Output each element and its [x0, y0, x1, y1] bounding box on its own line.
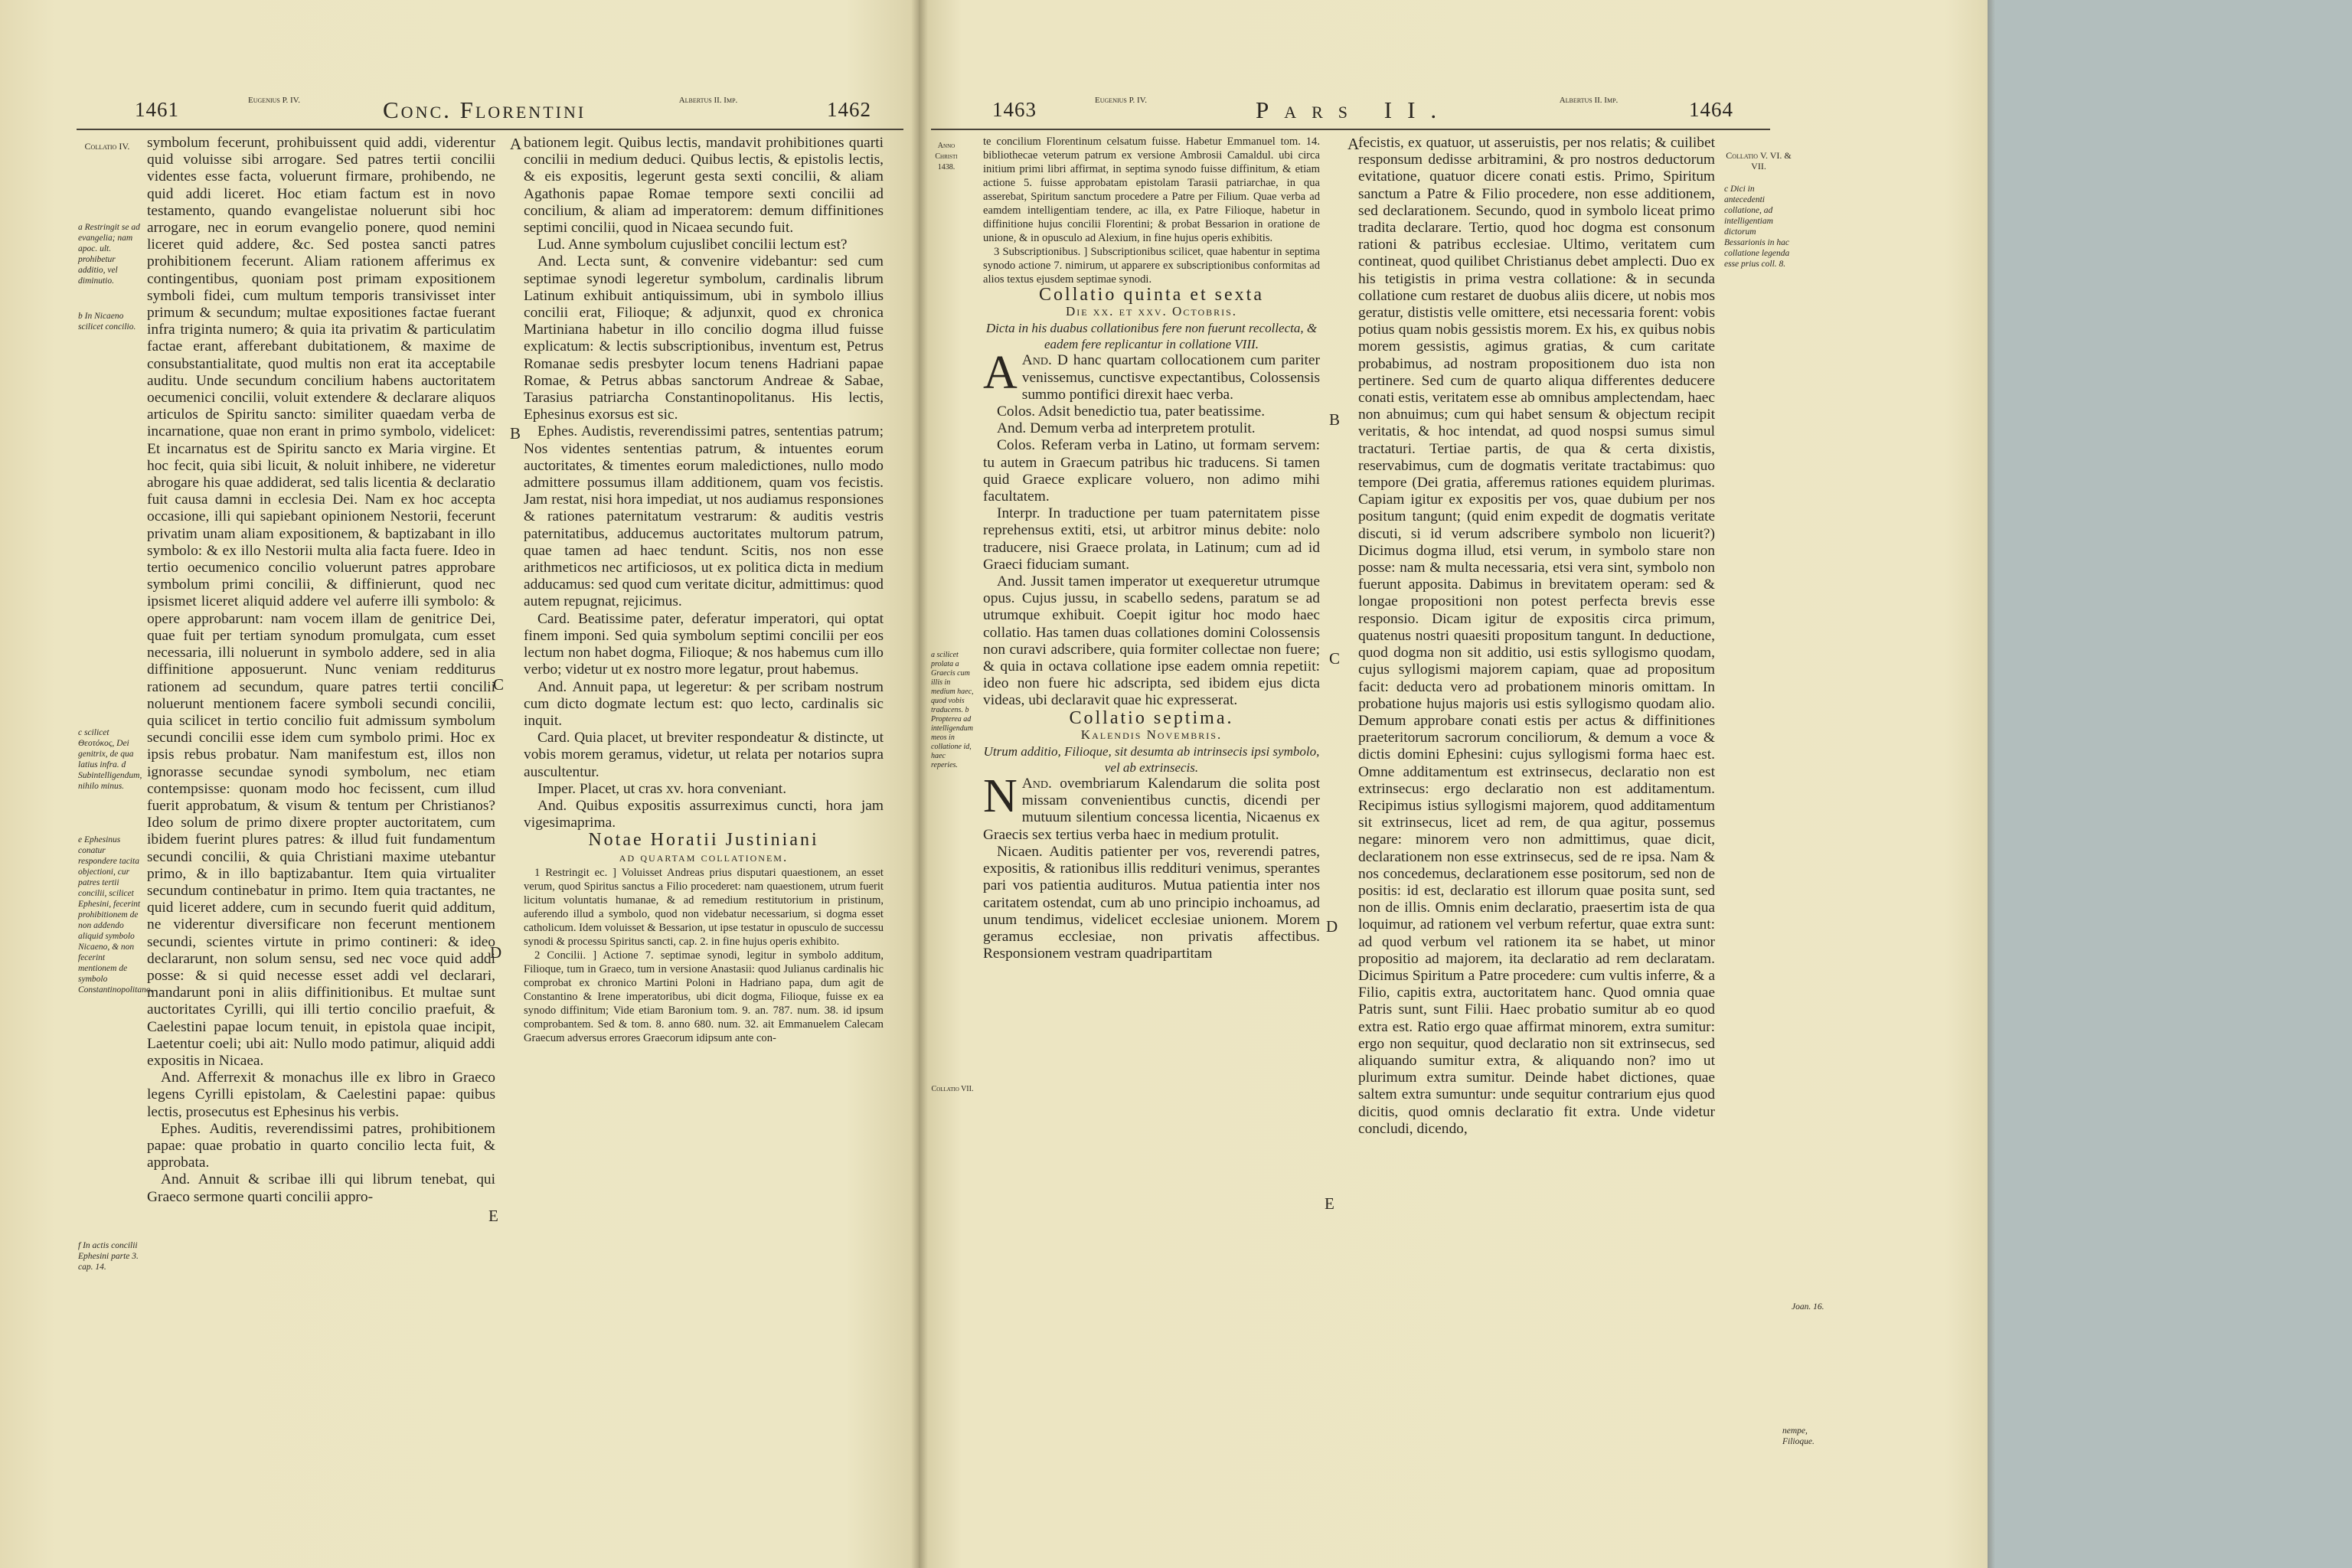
notes-subtitle: ad quartam collationem.: [619, 849, 789, 864]
header-emperor: Albertus II. Imp.: [1559, 96, 1619, 105]
paragraph-and: And. Afferrexit & monachus ille ex libro in Graeco legens Cyrilli epistolam, & Caelestini papae: quibus lectis, prosecutus est Ephesinus his verbis.: [147, 1070, 495, 1120]
section-letter-e: E: [488, 1207, 498, 1225]
right-page: [919, 0, 1988, 1568]
header-pope: Eugenius P. IV.: [248, 96, 300, 105]
paragraph-and: And. A D hanc quartam collocationem cum pariter venissemus, cunctisve expectantibus, Colossensis summo pontifici direxit haec verba.: [983, 347, 1320, 403]
margin-note: e Ephesinus conatur respondere tacita objectioni, cur patres tertii concilii, scilicet Ephesini, fecerint prohibitionem de non addendo aliquid symbolo Nicaeno, & non fecerint mentionem de symbolo Constantinopolitano.: [78, 835, 153, 995]
margin-heading-collatio-v-vi-vii: Collatio V. VI. & VII.: [1726, 150, 1792, 172]
paragraph-card: Card. Beatissime pater, deferatur imperatori, qui optat finem imponi. Sed quia symbolum septimi concilii per eos lectum non habet dogma, Filioque; & nos habemus cum illo verbo; videtur ut ex nostro more legatur, prout habemus.: [524, 610, 884, 678]
margin-heading-collatio-iv: Collatio IV.: [84, 141, 130, 152]
paragraph-card-2: Card. Quia placet, ut breviter respondeatur & distincte, ut vobis morem geramus, videtur, ut relata per notarios supra auscultentur.: [524, 730, 884, 780]
margin-note: a Restringit se ad evangelia; nam apoc. ult. prohibetur additio, vel diminutio.: [78, 223, 140, 286]
right-column-1: [983, 135, 1320, 962]
section-italic-2: Utrum additio, Filioque, sit desumta ab intrinsecis ipsi symbolo, vel ab extrinsecis.: [983, 744, 1320, 776]
margin-note: f In actis concilii Ephesini parte 3. cap. 14.: [78, 1241, 139, 1272]
notes-block: [524, 866, 884, 1045]
paragraph-imper: Imper. Placet, ut cras xv. hora conveniant.: [537, 780, 787, 797]
header-rule: [77, 129, 903, 130]
notes-continued: [983, 135, 1320, 286]
page-number-1464: 1464: [1689, 98, 1733, 121]
section-date-2: Kalendis Novembris.: [1080, 727, 1223, 742]
section-letter-b: B: [1329, 410, 1341, 429]
drop-cap-a: A: [983, 347, 1018, 400]
page-number-1462: 1462: [827, 98, 871, 121]
header-emperor: Albertus II. Imp.: [678, 96, 738, 105]
paragraph-and-3: And. Jussit tamen imperator ut exequeretur utrumque opus. Cujus jussu, in scabello sedens, paratum se ad utrumque exhibuit. Coepit igitur hoc modo haec collatio. Has tamen duas collationes domini Colossensis non curavi adscribere, quia formiter collectae non fuere; & quia in octava collatione ipse eadem omnia repetiit: ideo non fuere hic adscripta, sed ibidem ejus dicta videas, ubi declaravit quae hic expresserat.: [983, 573, 1320, 709]
left-column-2: [524, 135, 884, 1045]
header-rule: [931, 129, 1770, 130]
paragraph-interpr: Interpr. In traductione per tuam paternitatem pisse reprehensus extiti, etsi, ut arbitror minus debite: nolo traducere, nisi Graece prolata, in Latinum; cum ad id Graeci fiduciam sumant.: [983, 505, 1320, 573]
page-number-1461: 1461: [135, 98, 179, 121]
margin-heading-collatio-vii: Collatio VII.: [931, 1085, 974, 1093]
drop-cap-n: N: [983, 770, 1018, 823]
margin-note-nempe: nempe, Filioque.: [1782, 1426, 1815, 1446]
note-3: 3 Subscriptionibus. ] Subscriptionibus scilicet, quae habentur in septima synodo actione 7. nimirum, ut apparere ex subscriptionibus conformitas ad alios textus ejusdem septimae synodi.: [983, 246, 1320, 286]
margin-note: c scilicet Θεοτόκος, Dei genitrix, de qua latius infra. d Subintelligendum, nihilo minus.: [78, 728, 142, 791]
paragraph-colos: Colos. Adsit benedictio tua, pater beatissime.: [997, 403, 1266, 420]
paragraph-and-2: And. Annuit & scribae illi qui librum tenebat, qui Graeco sermone quarti concilii appro-: [147, 1171, 495, 1205]
left-page-header: [0, 92, 919, 130]
section-letter-c: C: [493, 675, 505, 694]
paragraph: fecistis, ex quatuor, ut asseruistis, per nos relatis; & cuilibet responsum dedisse arbitramini, & pro nostros deductorum evitatione, quatuor dicere conati estis. Primo, Spiritum sanctum a Patre & Filio procedere, non esse additionem, sed declarationem. Secundo, quod in symbolo liceat primo tradita declarare. Tertio, quod hoc dogma est consonum rationi & patribus ecclesiae. Ultimo, veritatem cum contineat, quod quilibet Christianus debet amplecti. Duo ex his tetigistis in prima vestra collatione: & in secunda collatione cum restaret de duobus aliis dicere, ut nobis mos geratur, dististis velle omittere, etsi necessaria forent: vobis potius quam nobis gessistis morem. Ex his, ex quibus nobis morem gessistis, agimus gratias, & cum caritate probabimus, ad nostram propositionem duo ista non pertinere. Sed cum de quarto aliqua differentes deducere conati estis, veritatem esse ab omnibus amplectendam, haec non abnuimus; cum qui habet sensum & objectum recipit veritatis, & hoc intendat, ad quod nospsi sumus simul tractaturi. Tertiae partis, de qua & certa dixistis, reservabimus, cum de dogmatis veritate tractabimus: quo tempore (Dei gratia, afferemus rationes equidem plurimas. Capiam igitur ex expositis per vos, quae dubium per nos positum tangunt; (quid enim expedit de dogmatis veritate discuti, si id verum adscribere symbolo non licuerit?) Dicimus dogma illud, etsi verum, in symbolo stare non posse: nam & multa necessaria, etsi vera sint, symbolo non fuerunt apposita. Dabimus in brevitatem operam: sed & longae propositioni non potest perfecta brevis esse responsio. Dicam igitur de expositis circa primum, quatenus nostri quaesiti propositum tangunt. In deductione, quod dogma non sit additio, usi estis syllogismo quodam, cujus syllogismi majorem capiam, quae ad propositum facit: deducta vero ad probationem minoris omittam. In probatione hujus majoris usi estis syllogismo quodam alio. Demum approbare conati estis per actus & diffinitiones praeteritorum sacrorum conciliorum, & demum a voce & dictis domini Ephesini: cujus syllogismi forma haec est. Omne additamentum est extrinsecus, declaratio non est extrinsecus: ergo declaratio non est additamentum. Recipimus istius syllogismi majorem, quod additamentum sit extrinsecus, licet ad rem, de qua agitur, possemus negare: minorem vero non admittimus, quae dicit, declarationem non esse extrinsecus, sed de re ipsa. Nam & nos concedemus, declarationem esse positorum, sed non de positis: id est, declaratio est illorum quae posita sunt, sed non de illis. Omnis enim declaratio, praesertim ista de qua loquimur, ad rationem vel verbum refertur, quae extra sunt: ad quod verbum vel rationem ita se habet, ut minor propositio ad majorem, ita declaratio ad rem declaratam. Dicimus Spiritum a Patre procedere: cum vultis inferre, & a Filio, capitis extra, auctoritatem hanc. Quod omnia quae Patris sunt, sunt Filii. Haec probatio sumitur ab eo quod extra est. Ratio ergo quae affirmat minorem, extra sumitur: ergo non sequitur, quod declaratio non sit extrinsecus, sed aliquando sumitur extra, & aliquando non? imo ut plurimum extra sumitur. Deinde habet dictiones, quae saltem extra sumuntur: unde sequitur contrarium ejus quod dicitis, quod omnis declaratio fit extra. Unde videtur concludi, dicendo,: [1358, 135, 1715, 1137]
paragraph-lud: Lud. Anne symbolum cujuslibet concilii lectum est?: [537, 237, 848, 253]
notes-title: Notae Horatii Justiniani: [588, 830, 819, 851]
paragraph-colos-2: Colos. Referam verba in Latino, ut formam servem: tu autem in Graecum patribus hic traducens. Si tamen quid Graece explicare voluero, non adimo mihi facultatem.: [983, 437, 1320, 505]
margin-note: a scilicet prolata a Graecis cum illis in medium haec, quod vobis traducens. b Propterea ad intelligendum meos in collatione id, haec reperies.: [931, 651, 974, 769]
section-letter-d: D: [1326, 917, 1338, 936]
left-column-1: [147, 135, 495, 1206]
page-number-1463: 1463: [992, 98, 1037, 121]
book-spine-shadow: [911, 0, 928, 1568]
note-continued: te concilium Florentinum celsatum fuisse. Habetur Emmanuel tom. 14. bibliothecae veterum patrum ex versione Ambrosii Camaldul. ubi circa initium primi libri affirmat, in septima synodo fuisse diffinitum, & etiam actione 5. fuisse approbatam epistolam Tarasii patriarchae, in qua asserebat, Spiritum sanctum procedere a Patre per Filium. Quae verba ad eamdem intelligentiam tendere, ac illa, ex Patre Filioque, habetur in diffinitione hujus concilii Florentini; & probat Bessarion in oratione de unione, & in opusculo ad Alexium, in fine hujus operis exhibitis.: [983, 136, 1320, 244]
section-title-collatio-septima: Collatio septima.: [1069, 707, 1234, 728]
right-column-2: [1358, 135, 1715, 1138]
running-title: Conc. Florentini: [383, 96, 586, 123]
section-title-collatio-quinta: Collatio quinta et sexta: [1039, 285, 1264, 305]
paragraph-and-3: And. Quibus expositis assurreximus cuncti, hora jam vigesimaprima.: [524, 797, 884, 831]
page-edge-shadow: [1988, 0, 1995, 1568]
margin-note: c Dici in antecedenti collatione, ad intelligentiam dictorum Bessarionis in hac collatione legenda esse prius coll. 8.: [1724, 185, 1790, 269]
margin-note-joan: Joan. 16.: [1792, 1302, 1824, 1312]
section-letter-e: E: [1325, 1194, 1334, 1213]
running-title: Pars II.: [1256, 96, 1452, 123]
section-letter-a: A: [510, 135, 522, 153]
margin-anno: Anno Christi 1438.: [935, 142, 958, 172]
margin-note: b In Nicaeno scilicet concilio.: [78, 312, 136, 332]
paragraph-and-4: And. N ovembriarum Kalendarum die solita post missam convenientibus cunctis, dicendi per mutuum silentium concessa licentia, Nicaenus ex Graecis sex tertius verba haec in medium protulit.: [983, 770, 1320, 843]
section-letter-c: C: [1329, 649, 1341, 668]
left-page: [0, 0, 919, 1568]
paragraph: bationem legit. Quibus lectis, mandavit prohibitiones quarti concilii in medium deduci. Quibus lectis, & epistolis lectis, & eis expositis, legerunt gesta sexti concilii, & aliam Agathonis papae Romae tempore sexti concilii ad concilium, & aliam ad imperatorem: demum diffinitiones septimi concilii, quod in Nicaea secundo fuit.: [524, 135, 884, 237]
paragraph-ephes: Ephes. Audistis, reverendissimi patres, sententias patrum; Nos videntes sententias patrum, & intuentes eorum auctoritates, & timentes eorum maledictiones, nullo modo admittere possumus illam additionem, quam vos fecistis. Jam restat, nisi hora impediat, ut nos audiamus responsiones & rationes paternitatum vestrarum: & auditis vestris paternitatibus, adducemus auctoritates multorum patrum, quae tamen ad haec tendunt. Scitis, nos non esse arithmeticos nec artificiosos, ut ex politica dicta in medium adducamus: sed quod cum veritate dicitur, admittimus: quod autem repugnat, rejicimus.: [524, 423, 884, 610]
background-edge: [1988, 0, 2352, 1568]
paragraph-ephes: Ephes. Auditis, reverendissimi patres, prohibitionem papae: quae probatio in quarto concilio lecta fuit, & approbata.: [147, 1120, 495, 1171]
section-letter-b: B: [510, 424, 521, 443]
paragraph-and: And. Lecta sunt, & convenire videbantur: sed cum septimae synodi legeretur symbolum, cardinalis librum Latinum exhibuit antiquissimum, ubi in symbolo illius concilii erat, Filioque; & adjunxit, quod ex chronica Martiniana habetur in illo concilio dogma illud fuisse explicatum: & lectis subscriptionibus, inventum est, Petrus Romanae sedis presbyter locum tenens Hadriani papae Romae, & Petrus abbas sanctorum Andreae & Sabae, Tarasius patriarcha Constantinopolitanus. His lectis, Ephesinus exorsus est sic.: [524, 253, 884, 423]
section-letter-d: D: [490, 943, 502, 962]
section-letter-a: A: [1348, 135, 1360, 153]
section-date-1: Die xx. et xxv. Octobris.: [1065, 304, 1238, 319]
paragraph-nicaen: Nicaen. Auditis patienter per vos, reverendi patres, expositis, & rationibus illis reddituri venimus, sperantes pari vos patientia audituros. Mutua patientia inter nos caritatem ostendat, cum ab uno principio inchoamus, ad unum tendimus, videlicet ecclesiae unionem. Morem geramus ecclesiae, non privatis affectibus. Responsionem vestram quadripartitam: [983, 843, 1320, 962]
paragraph: symbolum fecerunt, prohibuissent quid addi, viderentur quid voluisse sibi arrogare. Sed patres tertii concilii videntes esse facta, voluerunt firmare, prohibendo, ne quid addi liceret. Hoc etiam factum est in novo testamento, quando evangelistae noluerunt sibi hoc arrogare, nec in eorum evangelio ponere, quod nemini liceret quid addere, &c. Sed postea sancti patres prohibitionem fecerunt. Aliam rationem afferimus ex contingentibus, quoniam post primam expositionem symboli fidei, cum multum temporis transivisset inter primum & secundum; multae expositiones factae fuerant infra triginta numero; & quia ita privatim & particulatim factae erant, afferebant dubitationem, & maxime de consubstantialitate, quod multis non erat ita acceptabile auditu. Unde secundum concilium habens auctoritatem oecumenici concilii, voluit extendere & declarare aliquos articulos de Spiritu sancto: similiter quaedam verba de incarnatione, quae non erant in primo symbolo, videlicet: Et incarnatus est de Spiritu sancto ex Maria virgine. Et hoc fecit, quia sibi licuit, & noluit inhibere, ne videretur abrogare his quae addiderat, sed talis licentia & declaratio fuit causa damni in ecclesia Dei. Nam ex hoc accepta occasione, illi qui sapiebant opinionem Nestorii, fecerunt privatim unam aliam expositionem, & baptizabant in illo symbolo: & ex illo Nestorii multa alia facta fuere. Ideo in tertio oecumenico concilio voluerunt patres approbare symbolum primi concilii, & diffinierunt, quod nec ipsismet liceret aliquid addere vel auferre illi symbolo: & opere approbarunt: nam vocem illam de genitrice Dei, quae fuit per tertiam synodum promulgata, cum esset necessaria, illi noluerunt in symbolo addere, sed in alia diffinitione apposuerunt. Nunc veniam redditurus rationem ad secundum, quare patres tertii concilii noluerunt mentionem facere symboli secundi concilii, quia scilicet in tertio concilio fuit admissum symbolum secundi concilii esse idem cum symbolo primi. Hoc ex ipsis rebus probatur. Nam manifestum est, illos non ignorasse secundae synodi symbolum, nec etiam contempsisse: quonam modo hoc fecissent, cum illud fuerit approbatum, & visum & tentum per Christianos? Ideo solum de primo dixere propter auctoritatem, cum ibidem fuerint plures patres: & illud fuit fundamentum secundi concilii, & quia Christiani maxime utebantur primo, & in illo baptizabantur. Item quia virtualiter secundum continebatur in primo. Item quia tractantes, ne quid liceret addere, cum in secundo fuerit quid additum, ne viderentur diversificare non fecerunt mentionem secundi, scientes virtute in primo contineri: & ideo declararunt, non solum sensu, sed nec voce quid addi posse: & si quid necesse esset addi vel declarari, mandarunt poni in aliis diffinitionibus. Et multae sunt auctoritates Cyrilli, qui illi tertio concilio praefuit, & Caelestini papae locum tenuit, in epistola quae incipit, Laetentur coeli; ubi ait: Nullo modo patimur, aliquid addi expositis in Nicaea.: [147, 135, 495, 1069]
note-2: 2 Concilii. ] Actione 7. septimae synodi, legitur in symbolo additum, Filioque, tum in Graeco, tum in versione Anastasii: quod Julianus cardinalis hic comprobat ex chronico Martini Poloni in Hadriano papa, dum agit de Constantino & Irene imperatoribus, ubi dicit dogma, Filioque, fuisse ex ea synodo diffinitum; Vide etiam Baronium tom. 9. an. 787. num. 38. id ipsum comprobantem. Sed & tom. 8. anno 680. num. 32. ait Emmanuelem Calecam Graecum adversus errores Graecorum idipsum ante con-: [524, 949, 884, 1044]
right-page-header: [919, 92, 1988, 130]
paragraph-and-2: And. Annuit papa, ut legeretur: & per scribam nostrum cum dicto dogmate lectum est: quo lecto, cardinalis sic inquit.: [524, 678, 884, 729]
header-pope: Eugenius P. IV.: [1095, 96, 1147, 105]
note-1: 1 Restringit ec. ] Voluisset Andreas prius disputari quaestionem, an esset verum, quod Spiritus sanctus a Filio procederet: nam quaestionem, utrum fuerit licitum voluntatis humanae, & ad remedium restitutorium in pristinum, auferendo illud a symbolo, quod non videbatur necessarium, si dogma esset catholicum. Idem voluisset & Bessarion, ut ipse testatur in opusculo de successu synodi & processu Spiritus sancti, cap. 2. in fine hujus operis exhibito.: [524, 866, 884, 948]
section-italic-1: Dicta in his duabus collationibus fere non fuerunt recollecta, & eadem fere replicantur in collatione VIII.: [985, 321, 1318, 352]
paragraph-and-2: And. Demum verba ad interpretem protulit.: [997, 420, 1256, 437]
